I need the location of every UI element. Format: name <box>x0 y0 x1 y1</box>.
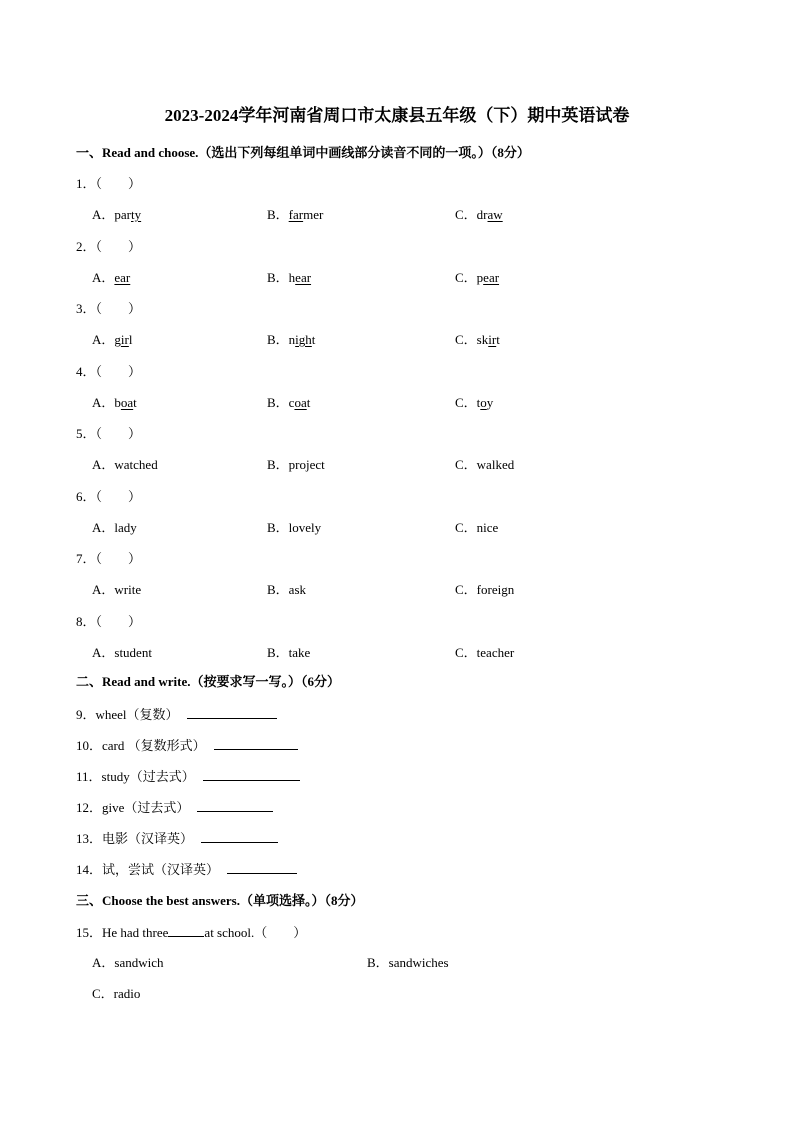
option-post: t <box>311 332 316 347</box>
option-underlined-part: ir <box>120 332 129 347</box>
option-post: mer <box>303 207 324 222</box>
option-post: y <box>486 395 494 410</box>
question-6-stem: 6．（ ） <box>76 489 142 504</box>
question-2-option-b[interactable] <box>267 270 311 286</box>
option-underlined-part: aw <box>487 207 503 222</box>
option-pre: c <box>288 395 295 410</box>
fill-item-14-text: 14．试，尝试（汉译英） <box>76 862 220 877</box>
question-8-option-c[interactable] <box>455 645 514 661</box>
option-letter: A． <box>92 582 115 597</box>
question-2-option-c[interactable] <box>455 270 499 286</box>
option-letter: B． <box>267 582 289 597</box>
question-6-option-a[interactable] <box>92 520 137 536</box>
option-pre: nice <box>476 520 499 535</box>
option-letter: B． <box>267 457 289 472</box>
question-3-option-a[interactable] <box>92 332 132 348</box>
option-pre: lady <box>114 520 137 535</box>
question-5-stem: 5．（ ） <box>76 426 142 441</box>
option-post: l <box>128 332 133 347</box>
question-6-option-b[interactable] <box>267 520 321 536</box>
question-5-option-c[interactable] <box>455 457 514 473</box>
question-8-option-b[interactable] <box>267 645 310 661</box>
option-letter: A． <box>92 332 115 347</box>
option-underlined-part: ear <box>295 270 312 285</box>
answer-blank-13[interactable] <box>201 830 278 843</box>
option-underlined-part: o <box>480 395 487 410</box>
question-4-option-b[interactable] <box>267 395 310 411</box>
option-letter: A． <box>92 207 115 222</box>
section-1-heading: 一、Read and choose.（选出下列每组单词中画线部分读音不同的一项。）（8分） <box>76 145 530 160</box>
option-letter: C． <box>455 582 477 597</box>
fill-item-11 <box>76 768 300 785</box>
option-pre: student <box>114 645 152 660</box>
option-pre: par <box>114 207 131 222</box>
option-letter: B． <box>267 520 289 535</box>
option-letter: C． <box>455 207 477 222</box>
fill-item-13 <box>76 830 278 847</box>
answer-blank-10[interactable] <box>214 737 298 750</box>
section-2-heading: 二、Read and write.（按要求写一写。）（6分） <box>76 674 340 689</box>
question-4-option-a[interactable] <box>92 395 137 411</box>
question-7-option-c[interactable] <box>455 582 514 598</box>
fill-item-11-text: 11．study（过去式） <box>76 769 195 784</box>
option-underlined-part: oa <box>294 395 307 410</box>
fill-item-12-text: 12．give（过去式） <box>76 800 190 815</box>
option-letter: C． <box>455 332 477 347</box>
option-pre: watched <box>114 457 158 472</box>
option-letter: C． <box>455 395 477 410</box>
question-1-option-a[interactable] <box>92 207 141 223</box>
option-pre: b <box>114 395 121 410</box>
option-pre: foreign <box>476 582 515 597</box>
option-letter: B． <box>267 207 289 222</box>
question-15-stem-pre: 15．He had three <box>76 925 169 940</box>
option-underlined-part: ir <box>488 332 497 347</box>
option-underlined-part: igh <box>295 332 312 347</box>
fill-item-9 <box>76 706 277 723</box>
question-6-option-c[interactable] <box>455 520 498 536</box>
option-letter: B． <box>267 645 289 660</box>
fill-item-10-text: 10．card （复数形式） <box>76 738 206 753</box>
question-3-option-c[interactable] <box>455 332 500 348</box>
question-15-stem-post: at school.（ ） <box>204 925 307 940</box>
fill-item-10 <box>76 737 298 754</box>
question-3-stem: 3．（ ） <box>76 301 142 316</box>
option-pre: dr <box>476 207 488 222</box>
option-letter: A． <box>92 457 115 472</box>
option-underlined-part: ty <box>131 207 142 222</box>
option-letter: C． <box>455 270 477 285</box>
option-pre: write <box>114 582 142 597</box>
option-letter: B． <box>267 395 289 410</box>
option-underlined-part: ear <box>114 270 131 285</box>
option-letter: A． <box>92 395 115 410</box>
option-post: t <box>306 395 311 410</box>
question-7-stem: 7．（ ） <box>76 551 142 566</box>
answer-blank-14[interactable] <box>227 861 297 874</box>
option-underlined-part: far <box>288 207 304 222</box>
option-underlined-part: oa <box>120 395 134 410</box>
answer-blank-11[interactable] <box>203 768 300 781</box>
option-pre: n <box>288 332 296 347</box>
question-5-option-b[interactable] <box>267 457 325 473</box>
fill-item-12 <box>76 799 273 816</box>
option-pre: walked <box>476 457 515 472</box>
option-pre: h <box>288 270 296 285</box>
answer-blank-15[interactable] <box>168 924 204 937</box>
option-pre: sk <box>476 332 489 347</box>
option-pre: t <box>476 395 481 410</box>
question-1-option-b[interactable] <box>267 207 323 223</box>
option-pre: lovely <box>288 520 322 535</box>
option-pre: project <box>288 457 325 472</box>
option-letter: C． <box>455 457 477 472</box>
question-15-stem <box>76 924 306 941</box>
question-1-option-c[interactable] <box>455 207 503 223</box>
option-letter: C． <box>455 520 477 535</box>
option-letter: A． <box>92 645 115 660</box>
option-pre: g <box>114 332 121 347</box>
option-letter: A． <box>92 270 115 285</box>
option-pre: ask <box>288 582 307 597</box>
question-4-option-c[interactable] <box>455 395 493 411</box>
question-5-option-a[interactable] <box>92 457 158 473</box>
question-8-option-a[interactable] <box>92 645 152 661</box>
question-7-option-b[interactable] <box>267 582 306 598</box>
option-post: t <box>496 332 500 347</box>
question-1-stem: 1．（ ） <box>76 176 142 191</box>
option-pre: p <box>476 270 484 285</box>
question-4-stem: 4．（ ） <box>76 364 142 379</box>
option-pre: take <box>288 645 311 660</box>
answer-blank-12[interactable] <box>197 799 273 812</box>
question-2-stem: 2．（ ） <box>76 239 142 254</box>
option-letter: B． <box>267 332 289 347</box>
question-7-option-a[interactable] <box>92 582 141 598</box>
option-underlined-part: ear <box>483 270 500 285</box>
question-2-option-a[interactable] <box>92 270 130 286</box>
option-letter: C． <box>455 645 477 660</box>
question-15-option-b[interactable]: B．sandwiches <box>367 955 449 970</box>
question-3-option-b[interactable] <box>267 332 315 348</box>
fill-item-9-text: 9．wheel（复数） <box>76 707 179 722</box>
question-15-option-c[interactable]: C．radio <box>92 986 141 1001</box>
question-8-stem: 8．（ ） <box>76 614 142 629</box>
option-letter: B． <box>267 270 289 285</box>
option-post: t <box>133 395 137 410</box>
fill-item-14 <box>76 861 297 878</box>
section-3-heading: 三、Choose the best answers.（单项选择。）（8分） <box>76 893 364 908</box>
answer-blank-9[interactable] <box>187 706 277 719</box>
option-pre: teacher <box>476 645 515 660</box>
question-15-option-a[interactable]: A．sandwich <box>92 955 164 970</box>
fill-item-13-text: 13．电影（汉译英） <box>76 831 194 846</box>
page-title: 2023-2024学年河南省周口市太康县五年级（下）期中英语试卷 <box>164 106 630 125</box>
option-letter: A． <box>92 520 115 535</box>
